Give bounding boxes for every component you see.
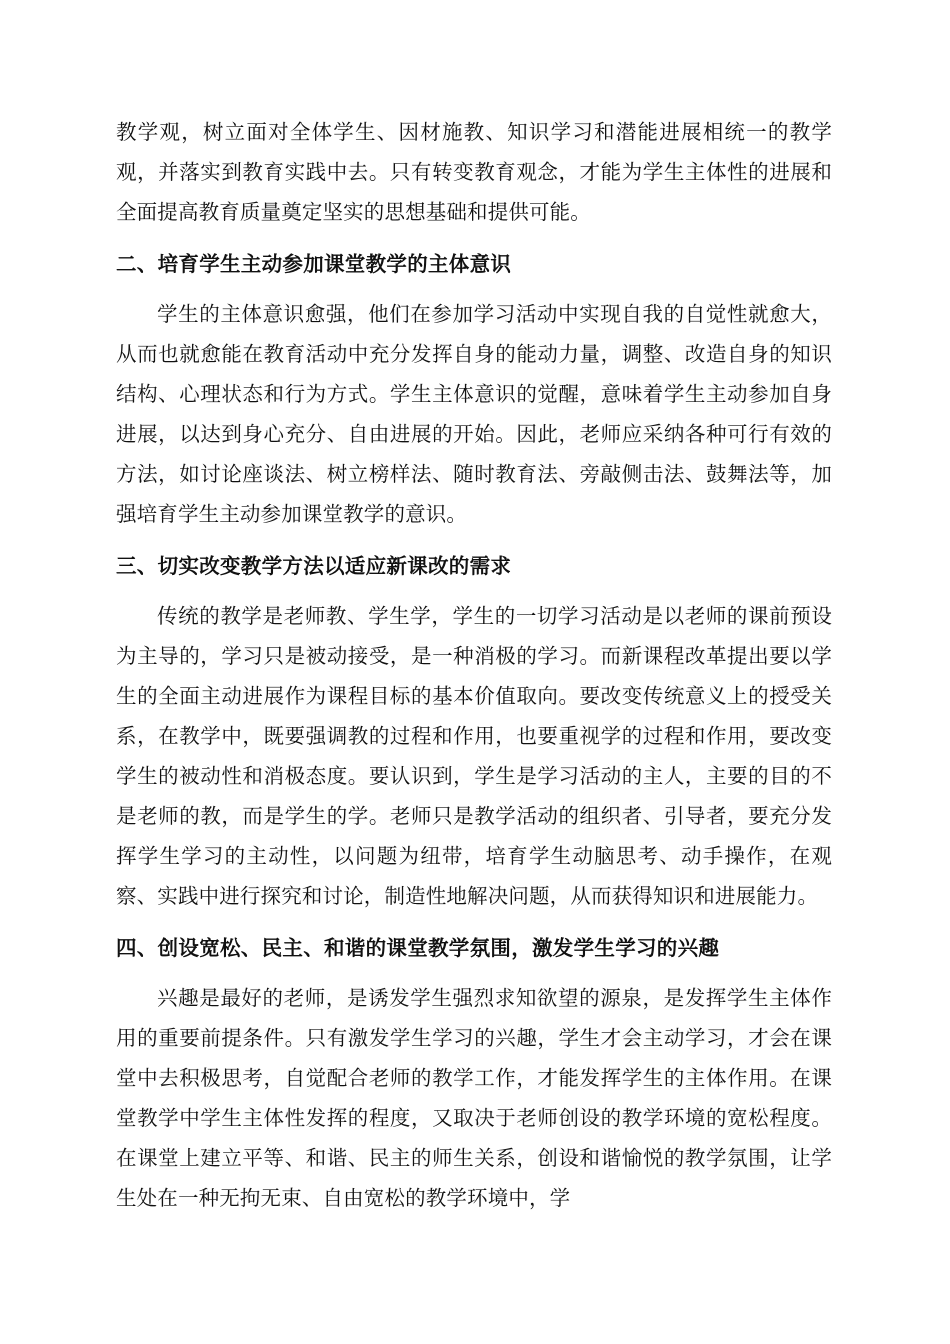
- paragraph-section-2: 学生的主体意识愈强，他们在参加学习活动中实现自我的自觉性就愈大，从而也就愈能在教育活动中充分发挥自身的能动力量，调整、改造自身的知识结构、心理状态和行为方式。学生主体意识的觉醒，意味着学生主动参加自身进展，以达到身心充分、自由进展的开始。因此，老师应采纳各种可行有效的方法，如讨论座谈法、树立榜样法、随时教育法、旁敲侧击法、鼓舞法等，加强培育学生主动参加课堂教学的意识。: [116, 302, 832, 526]
- section-heading-2: 二、培育学生主动参加课堂教学的主体意识: [116, 252, 512, 276]
- section-heading-3: 三、切实改变教学方法以适应新课改的需求: [116, 554, 512, 578]
- paragraph-section-4: 兴趣是最好的老师，是诱发学生强烈求知欲望的源泉，是发挥学生主体作用的重要前提条件。只有激发学生学习的兴趣，学生才会主动学习，才会在课堂中去积极思考，自觉配合老师的教学工作，才能发挥学生的主体作用。在课堂教学中学生主体性发挥的程度，又取决于老师创设的教学环境的宽松程度。在课堂上建立平等、和谐、民主的师生关系，创设和谐愉悦的教学氛围，让学生处在一种无拘无束、自由宽松的教学环境中，学: [116, 986, 832, 1210]
- paragraph-continued: 教学观，树立面对全体学生、因材施教、知识学习和潜能进展相统一的教学观，并落实到教育实践中去。只有转变教育观念，才能为学生主体性的进展和全面提高教育质量奠定坚实的思想基础和提供可能。: [116, 120, 832, 224]
- document-page: [116, 112, 832, 1218]
- section-heading-4: 四、创设宽松、民主、和谐的课堂教学氛围，激发学生学习的兴趣: [116, 936, 720, 960]
- paragraph-section-3: 传统的教学是老师教、学生学，学生的一切学习活动是以老师的课前预设为主导的，学习只是被动接受，是一种消极的学习。而新课程改革提出要以学生的全面主动进展作为课程目标的基本价值取向。要改变传统意义上的授受关系，在教学中，既要强调教的过程和作用，也要重视学的过程和作用，要改变学生的被动性和消极态度。要认识到，学生是学习活动的主人，主要的目的不是老师的教，而是学生的学。老师只是教学活动的组织者、引导者，要充分发挥学生学习的主动性，以问题为纽带，培育学生动脑思考、动手操作，在观察、实践中进行探究和讨论，制造性地解决问题，从而获得知识和进展能力。: [116, 604, 832, 908]
